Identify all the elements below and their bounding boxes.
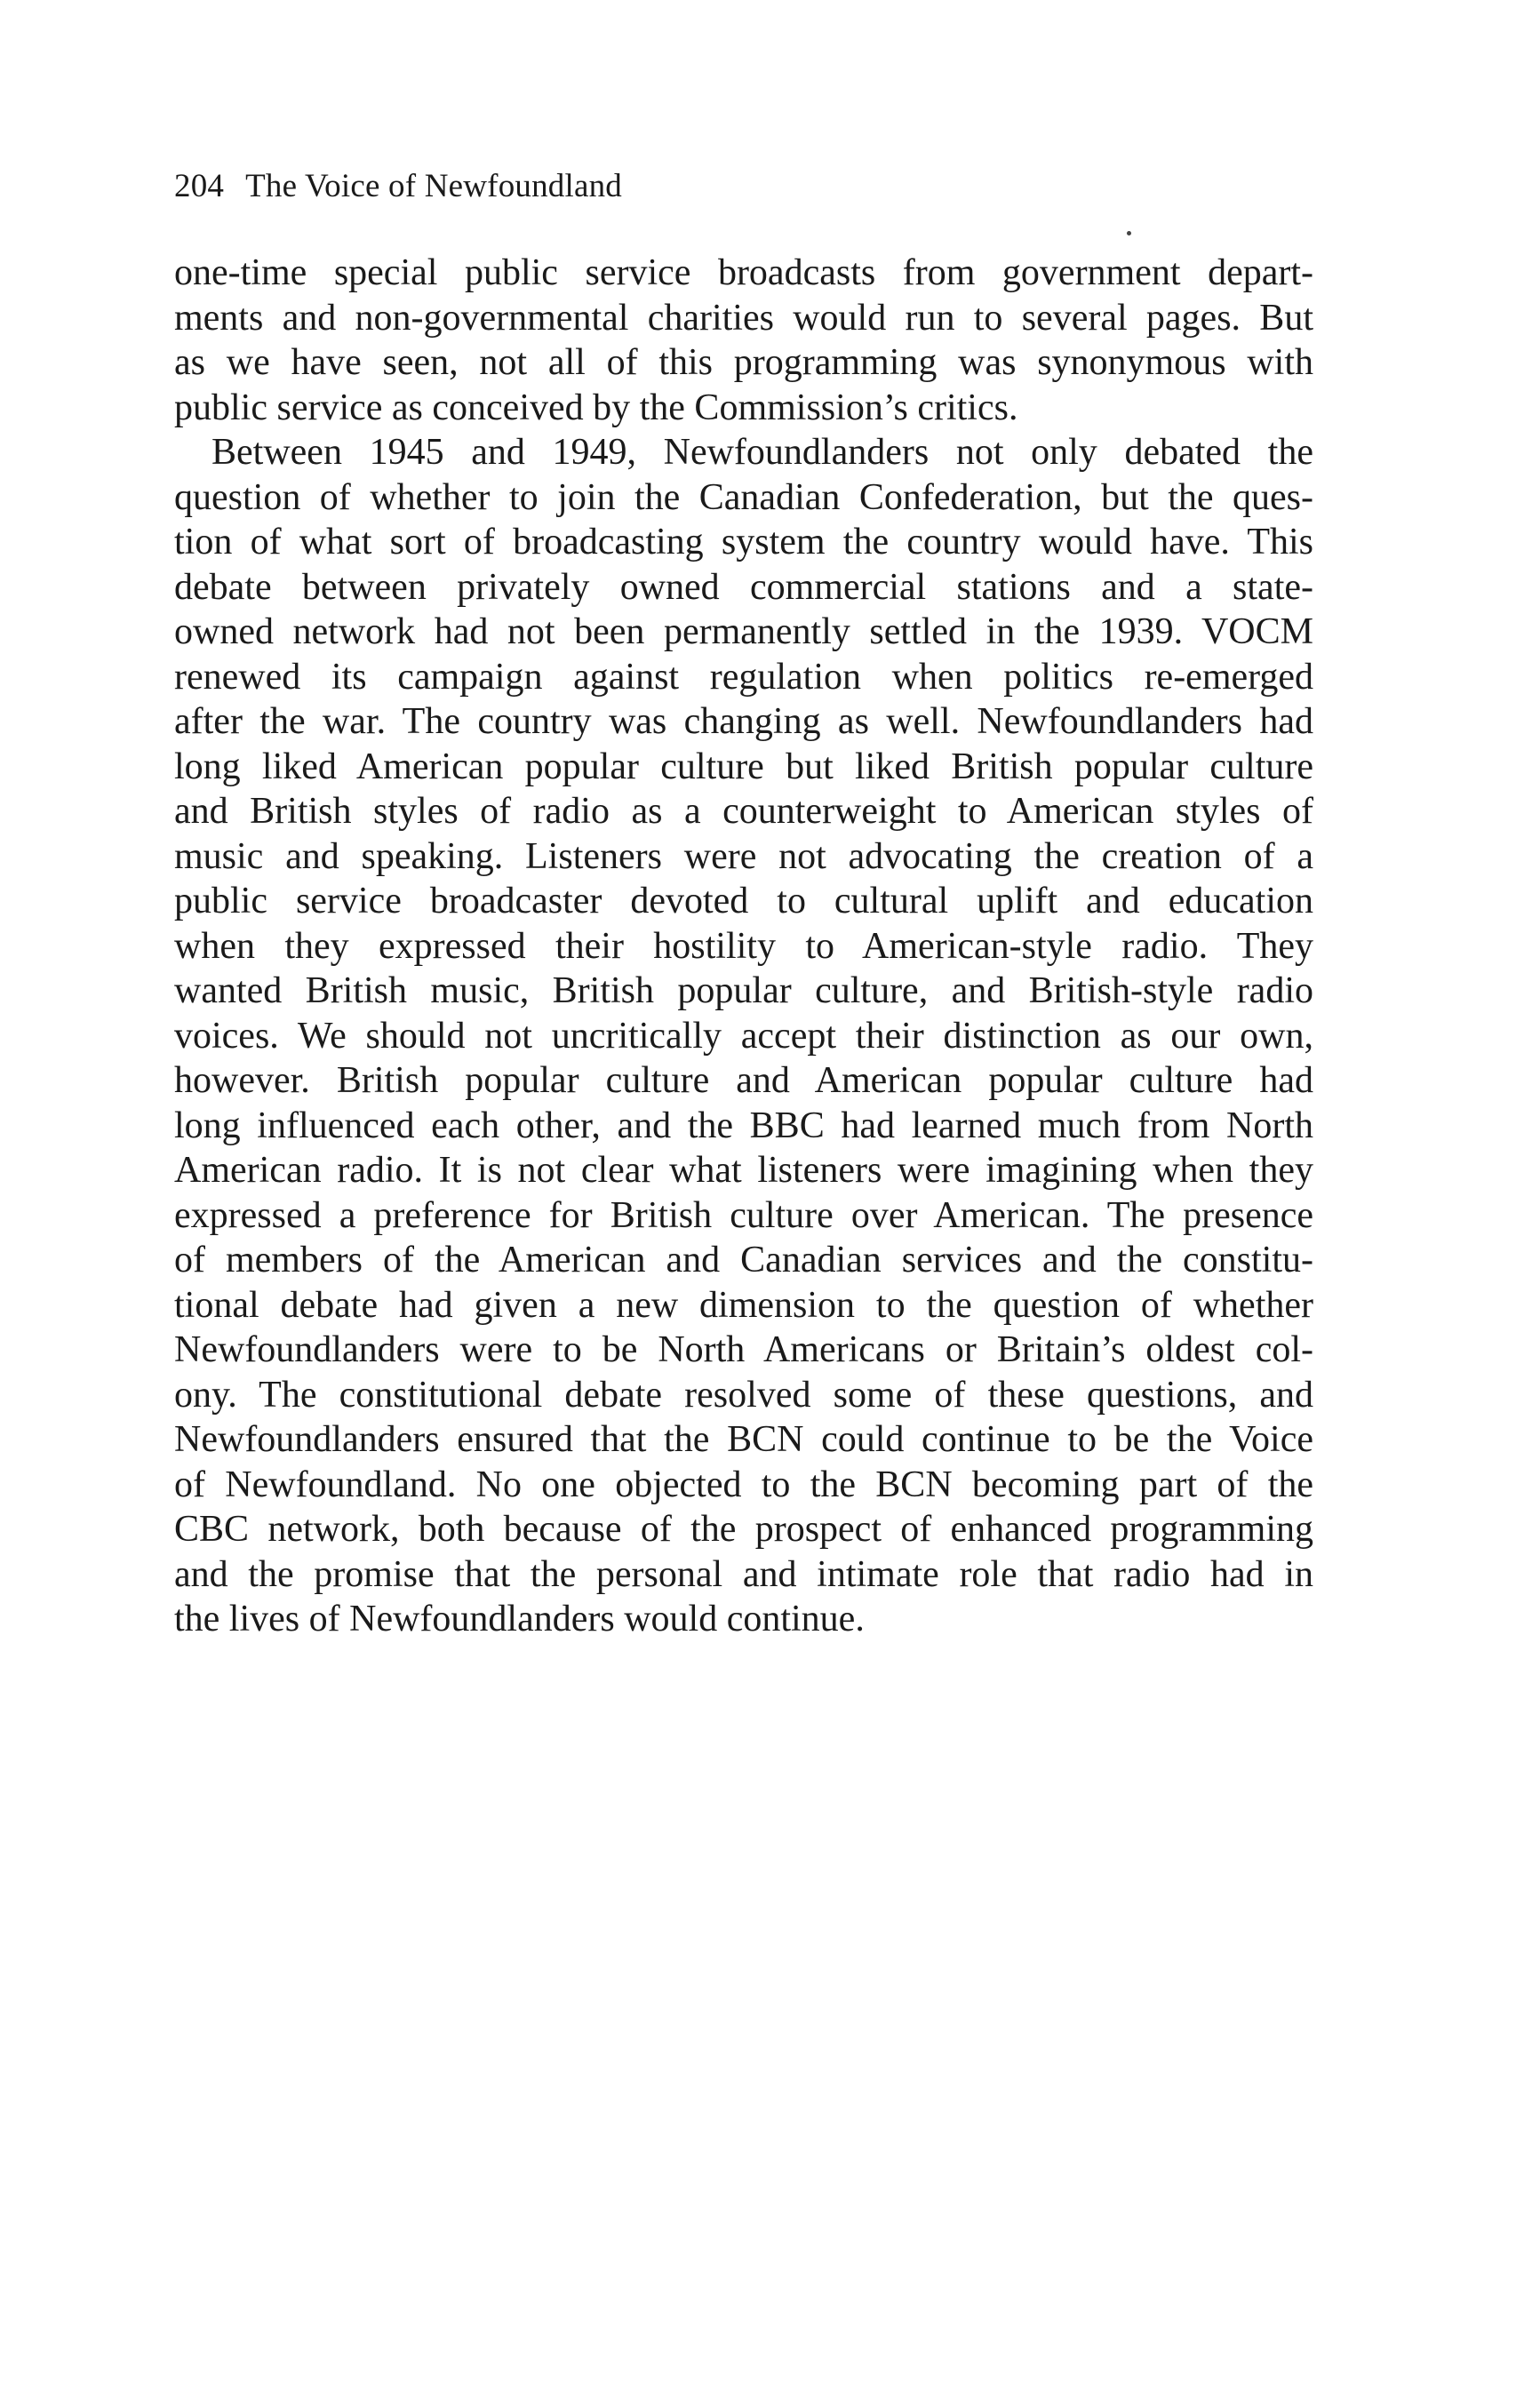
text-line: of Newfoundland. No one objected to the BCN becoming part of the — [174, 1464, 1313, 1505]
text-line: long liked American popular culture but liked British popular culture — [174, 746, 1313, 787]
text-line: ments and non-governmental charities would run to several pages. But — [174, 297, 1313, 339]
print-speck — [1127, 231, 1131, 235]
text-line: of members of the American and Canadian services and the constitu- — [174, 1240, 1313, 1280]
running-head — [174, 165, 622, 208]
text-line: debate between privately owned commercial stations and a state- — [174, 566, 1313, 608]
text-line: CBC network, both because of the prospect of enhanced programming — [174, 1509, 1313, 1550]
text-line: when they expressed their hostility to American-style radio. They — [174, 925, 1313, 967]
text-line: public service as conceived by the Commission’s critics. — [174, 387, 1018, 428]
text-line: and the promise that the personal and intimate role that radio had in — [174, 1553, 1313, 1595]
text-line: one-time special public service broadcasts from government depart- — [174, 252, 1313, 293]
text-line: Newfoundlanders were to be North Americans or Britain’s oldest col- — [174, 1329, 1313, 1370]
text-line: and British styles of radio as a counterweight to American styles of — [174, 791, 1313, 832]
body-text — [174, 251, 1313, 1642]
text-line: public service broadcaster devoted to cultural uplift and education — [174, 881, 1313, 921]
text-line: tional debate had given a new dimension to the question of whether — [174, 1284, 1313, 1326]
text-line: renewed its campaign against regulation when politics re-emerged — [174, 656, 1313, 698]
text-line: after the war. The country was changing as well. Newfoundlanders had — [174, 701, 1313, 742]
text-line: long influenced each other, and the BBC had learned much from North — [174, 1105, 1313, 1146]
text-line: the lives of Newfoundlanders would continue. — [174, 1599, 865, 1639]
text-line: voices. We should not uncritically accept their distinction as our own, — [174, 1015, 1313, 1057]
text-line: tion of what sort of broadcasting system the country would have. This — [174, 522, 1313, 562]
page-number: 204 — [174, 168, 225, 204]
text-line: as we have seen, not all of this programming was synonymous with — [174, 342, 1313, 383]
text-line: wanted British music, British popular culture, and British-style radio — [174, 970, 1313, 1011]
text-line: ony. The constitutional debate resolved some of these questions, and — [174, 1374, 1313, 1416]
text-line: owned network had not been permanently settled in the 1939. VOCM — [174, 611, 1313, 652]
text-line: however. British popular culture and American popular culture had — [174, 1060, 1313, 1101]
paragraph — [174, 251, 1313, 430]
paragraph — [174, 430, 1313, 1642]
text-line: Between 1945 and 1949, Newfoundlanders not only debated the — [211, 432, 1313, 473]
text-line: Newfoundlanders ensured that the BCN could continue to be the Voice — [174, 1419, 1313, 1460]
text-line: question of whether to join the Canadian Confederation, but the ques- — [174, 476, 1313, 518]
running-title: The Voice of Newfoundland — [245, 168, 622, 204]
text-line: expressed a preference for British culture over American. The presence — [174, 1194, 1313, 1236]
text-line: music and speaking. Listeners were not advocating the creation of a — [174, 835, 1313, 877]
text-line: American radio. It is not clear what listeners were imagining when they — [174, 1150, 1313, 1191]
